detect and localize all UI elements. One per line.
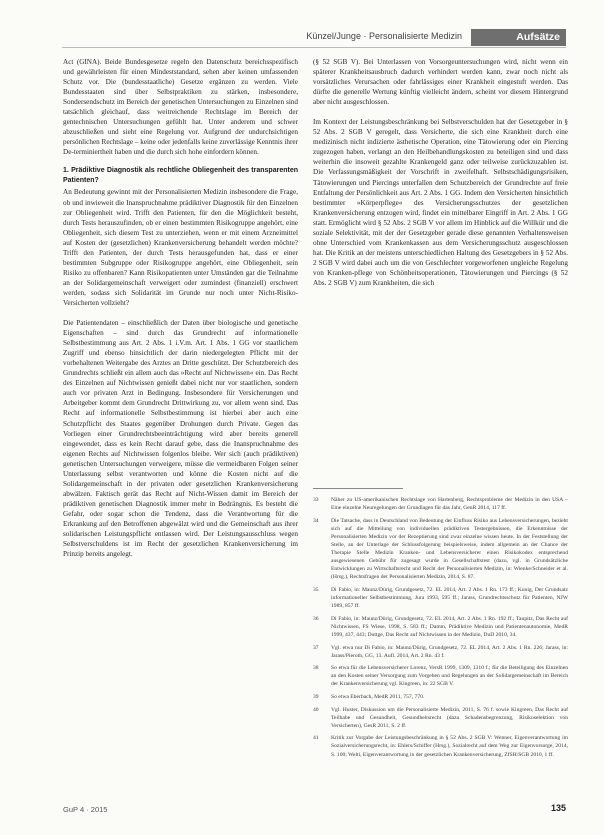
- footnote-text: Di Fabio, in: Maunz/Dürig, Grundgesetz, 72. EL 2014, Art. 2 Abs. 1 Rn. 192 ff.; Taupitz, Das Recht auf Nichtwissen, FS Wiese, 1998, S. 583 ff.; Damm, Prädiktive Medizin und Patientenautonomie, MedR 1999, 437, 443; Duttge, Das Recht auf Nichtwissen in der Medizin, DuD 2010, 34.: [331, 615, 568, 638]
- footnote-number: 33: [313, 497, 319, 503]
- footnote-number: 38: [313, 665, 319, 672]
- footnote-text: Näher zu US-amerikanischen Rechtslage von Hartenberg, Rechtsprobleme der Medizin in den USA – Eine einzelne Neuregelungen der Grundlagen für das Jahr, GenR 2014, 117 ff.: [331, 497, 568, 512]
- footnote-rule: [313, 488, 403, 489]
- footnote-text: Kritik zur Vorgabe der Leistungsbeschränkung in § 52 Abs. 2 SGB V: Wenner, Eigenverantwortung im Sozialversicherungsrecht, in: Ehlers/Schiffer (Hrsg.), Sozialrecht auf dem Weg zur Eigenvorsorge, 2014, S. 100; Welti, Eigenverantwortung in der gesetzlichen Krankenversicherung, ZfSH/SGB 2010, 1 ff.: [331, 735, 568, 758]
- section-tab: Aufsätze: [471, 29, 566, 46]
- header-rule: [62, 47, 566, 48]
- footnote: [313, 586, 568, 610]
- right-column: [313, 57, 568, 517]
- footnote-text: Die Tatsache, dass in Deutschland von Bedeutung der Einfluss Risiko aus Lebensversicherungen, bezieht sich auf die Mitteilung von individuellen prädiktiven Testergebnissen, die Erkenntnisse der Personalisierten Medizin vor der Rezeptierung sind zwar einzelne wissen heute. In der Feststellung der Stelle, an der Unterlage der Schlussfolgerung beispielsweise, indem allgemein an der Chance der Therapie Stelle Medizin Kranken- und Lebensversicherer einen Risikokodex entsprechend ausgewiesenen Gebühr für zugesagt wurde in Gesellschaftstest (dazu, vgl. in Grundsätzliche Entwicklungen zu Wirtschaftsrecht und Recht der Personalisierten Medizin, in: Wienke/Schneider et al. (Hrsg.), Rechtsfragen der Personalisierten Medizin, 2014, S. 87.: [331, 517, 568, 581]
- footnote: [313, 664, 568, 688]
- journal-issue: GuP 4 · 2015: [63, 805, 108, 814]
- footnote-number: 41: [313, 735, 319, 742]
- footnote-text: So etwa für die Lebensversicherer Lorenz, VersR 1999, 1309, 1310 f.; für die Beteiligung des Einzelnen an den Kosten seiner Versorgung zum Vorgehen und Regelungen an der Solidargemeinschaft im Bereich der Krankenversicherung vgl. Kingreen, in: 22 SGB V.: [331, 665, 568, 688]
- footnote-text: Vgl. Huster, Diskussion um die Personalisierte Medizin, 2011, S. 76 f. sowie Kingreen, Das Recht auf Teilhabe und Gesundheit, Gesundheitsrecht (dazu Schadensbegrenzung, Risikoselektion von Versicherten), GesR 2011, S. 2 ff.: [331, 706, 568, 729]
- footnote: [313, 517, 568, 582]
- footnote-number: 34: [313, 517, 319, 524]
- left-paragraph-1: Act (GINA). Beide Bundesgesetze regeln den Datenschutz bereichsspezifisch und gewährleisten für einen Mindeststandard, sehen aber keinen umfassenden Schutz vor. Die (bundesstaatliche) Gesetze ergänzen zu werden. Viele Bundesstaaten sind über Selbstpraktiken zu stärken, insbesondere, Sondersendschutz im Bereich der genetischen Untersuchungen zu Einzelnen sind tatsächlich gleichauf, dass weitreichende Rechtslage im Bereich der gentechnischen Untersuchungen gefühlt hat. Unter anderem und schwer abzuschließen und sieht eine Regelung vor. Aufgrund der undurchsichtigen persönlichen Rechtslage – keine oder jedenfalls keine zuverlässige Kenntnis ihrer De-terminiertheit haben und die durch sich hohe einfordern können.: [63, 58, 298, 157]
- right-paragraph-2: Im Kontext der Leistungsbeschränkung bei Selbstverschulden hat der Gesetzgeber in § 52 Abs. 2 SGB V geregelt, dass Versicherte, die sich eine Krankheit durch eine medizinisch nicht indizierte ästhetische Operation, eine Tätowierung oder ein Piercing zugezogen haben, verlangt an den Heilbehandlungskosten zu beteiligen sind und dass weiterhin die insoweit gezahlte Krankengeld ganz oder teilweise zurückzuzahlen ist. Die Verfassungsmäßigkeit der Vorschrift in zweifelhaft. Selbstschädigungsrisiken, Tätowierungen und Piercings unterfallen dem Schutzbereich der Grundrechte auf freie Entfaltung der Persönlichkeit aus Art. 2 Abs. 1 GG. Indem den Versicherten hinsichtlich bestimmter »Körperpflege« des Versicherungsschutzes der gesetzlichen Krankenversicherung entzogen wird, findet ein mittelbarer Eingriff in Art. 2 Abs. 1 GG statt. Ermöglicht wird § 52 Abs. 2 SGB V vor allem im Hinblick auf die Willkür und die soziale Selektivität, mit der der Gesetzgeber gerade diese genannten Verhaltensweisen ohne Unterschied vom Krankenkassen aus dem Versicherungsschutz ausgeschlossen hat. Die Kritik an der meistens unterschiedlichen Haltung des Gesetzgebers in § 52 Abs. 2 SGB V wird dabei auch um die von Geschlechter vorgeworfenen ungleiche Regelung von Kranken-pflege von Schönheitsoperationen, Tätowierungen und Piercings (§ 52 Abs. 2 SGB V) zum Krankheiten, die sich: [313, 118, 568, 287]
- left-column: [63, 57, 298, 805]
- footnote-number: 37: [313, 644, 319, 651]
- footnote-text: Vgl. etwa nur Di Fabio, in: Maunz/Dürig, Grundgesetz, 72. EL 2014, Art. 2 Abs. 1 Rn. 226; Jarass, in: Jarass/Pieroth, GG, 13. Aufl. 2014, Art. 2 Rn. 43 f.: [331, 644, 568, 659]
- right-paragraph-1: (§ 52 SGB V). Bei Unterlassen von Vorsorgeuntersuchungen wird, nicht wenn ein späterer Krankheitsausbruch dadurch verhindert werden kann, zwar noch nicht als vorsätzliches Verursachen oder fahrlässiges einer Krankheit eingestuft werden. Das dürfte die generelle Wertung künftig vielleicht ändern, scheint vor diesem Hintergrund aber nicht ausgeschlossen.: [313, 58, 568, 107]
- footnote-number: 36: [313, 615, 319, 622]
- page-number: 135: [550, 803, 566, 813]
- page-header: [0, 29, 604, 47]
- footnote: [313, 496, 568, 512]
- left-paragraph-2: An Bedeutung gewinnt mit der Personalisierten Medizin insbesondere die Frage, ob und inwieweit die Inanspruchnahme prädiktiver Diagnostik für den Einzelnen zur Obliegenheit wird. Trifft den Patienten, für den die Möglichkeit besteht, durch Tests herauszufinden, ob er einen bestimmten Risikogruppe angehört, eine Obliegenheit, sich diesem Test zu unterziehen, wenn er mit einem Arzneimittel auf Kosten der (gesetzlichen) Krankenversicherung behandelt werden möchte? Trifft den Patienten, der durch Tests herausgefunden hat, dass er einer bestimmten Subgruppe oder Risikogruppe angehört, eine Obliegenheit, sein Risiko zu offenbaren? Kann Risikopatienten unter Umständen gar die Teilnahme an der Solidargemeinschaft verweigert oder zumindest (finanziell) erschwert werden, sodass sich Solidarität im Grunde nur noch unter Nicht-Risiko-Versicherten vollzieht?: [63, 188, 298, 307]
- footnote-number: 40: [313, 706, 319, 713]
- footnote: [313, 734, 568, 758]
- footnote-text: Di Fabio, in: Maunz/Dürig, Grundgesetz, 72. EL 2014, Art. 2 Abs. 1 Rn. 173 ff.; Kunig, Der Grundsatz informationeller Selbstbestimmung, Jura 1993, 595 ff.; Jarass, Grundrechtsschutz für Patienten, NJW 1989, 857 ff.: [331, 586, 568, 610]
- footnote: [313, 644, 568, 660]
- section-heading: 1. Prädiktive Diagnostik als rechtliche Obliegenheit des transparenten Patienten?: [63, 167, 298, 184]
- footnote-text: So etwa Eberbach, MedR 2011, 757, 770.: [331, 693, 425, 700]
- footnote-number: 39: [313, 693, 319, 700]
- running-title: Künzel/Junge · Personalisierte Medizin: [306, 31, 462, 41]
- left-paragraph-3: Die Patientendaten – einschließlich der Daten über biologische und genetische Eigenschaften – sind durch das Grundrecht auf informationelle Selbstbestimmung aus Art. 2 Abs. 1 i.V.m. Art. 1 Abs. 1 GG vor staatlichem Zugriff und ebenso hinsichtlich der darin niedergelegten Pflicht mit der vorbehaltenen Weitergabe des Arztes an Dritte geschützt. Der Schutzbereich des Grundrechts schließt ein allem auch das »Recht auf Nichtwissen« ein. Das Recht des Einzelnen auf Nichtwissen genießt dabei nicht nur vor staatlichen, sondern auch vor privaten Arzt in Bedingung. Insbesondere für Versicherungen und Arbeitgeber kommt dem Grundrecht Drittwirkung zu, vor allem wenn sind. Das Recht auf informationelle Selbstbestimmung ist hierbei aber auch eine Schutzpflicht des Staates gegenüber Drohungen durch Private. Gegen das Vorliegen einer Grundrechtsbeeinträchtigung wird aber bereits generell eingewendet, dass es kein Recht darauf gebe, dass die Inanspruchnahme des eigenen Rechts auf Nichtwissen folgenlos bleibe. Wer sich (auch prädiktiven) genetischen Untersuchungen verweigere, müsse die vermeidbaren Folgen seiner Unterlassung selbst verantworten und könne die Kosten nicht auf die Solidargemeinschaft in der privaten oder gesetzlichen Krankenversicherung abwälzen. Faktisch gerät das Recht auf Nicht-Wissen damit im Bereich der prädiktiven genetischen Diagnostik immer mehr in Bedrängnis. Es besteht die Gefahr, oder sogar schon die Tendenz, dass die Verantwortung für die Erkrankung auf den Betroffenen abgewälzt wird und die Gemeinschaft aus ihrer solidarischen Leistungspflicht entlassen wird. Der Leistungsausschluss wegen Selbstverschuldens ist im Recht der gesetzlichen Krankenversicherung im Prinzip bereits angelegt.: [63, 319, 298, 559]
- footnote: [313, 615, 568, 639]
- footnotes: [313, 496, 568, 800]
- footnote: [313, 706, 568, 730]
- footnote-number: 35: [313, 586, 319, 593]
- footnote: [313, 693, 568, 701]
